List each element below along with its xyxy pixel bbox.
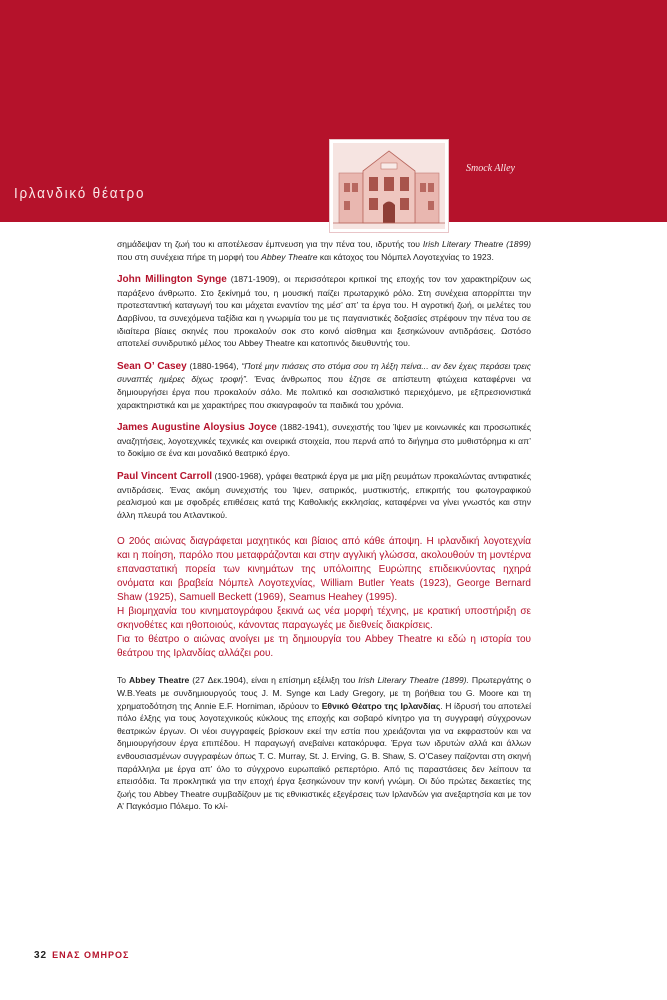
author-name: Sean O’ Casey: [117, 360, 187, 372]
callout-paragraph: Για το θέατρο ο αιώνας ανοίγει με τη δημιουργία του Abbey Theatre κι εδώ η ιστορία του θεάτρου της Ιρλανδίας αλλάζει ρου.: [117, 633, 531, 659]
photo-caption: Smock Alley: [466, 163, 515, 174]
theatre-facade-drawing: [333, 143, 445, 229]
article-body: [117, 238, 531, 823]
page-footer: [34, 950, 129, 961]
author-name: John Millington Synge: [117, 274, 227, 286]
intro-paragraph: σημάδεψαν τη ζωή του κι αποτέλεσαν έμπνευση για την πένα του, ιδρυτής του Irish Literary Theatre (1899) που στη συνέχεια πήρε τη μορφή του Abbey Theatre και κάτοχος του Νόμπελ Λογοτεχνίας το 1923.: [117, 239, 531, 262]
author-name: Paul Vincent Carroll: [117, 470, 213, 482]
section-title: Ιρλανδικό θέατρο: [14, 185, 146, 202]
publication-name: ΕΝΑΣ ΟΜΗΡΟΣ: [52, 950, 130, 960]
ocasey-quote: “Ποτέ μην πιάσεις στο στόμα σου τη λέξη πείνα... αν δεν έχεις περάσει τρεις συναπτές ημέρες δίχως τροφή”.: [117, 360, 531, 385]
author-name: James Augustine Aloysius Joyce: [117, 422, 277, 434]
smock-alley-photo: [330, 140, 448, 232]
abbey-paragraph: Το Abbey Theatre (27 Δεκ.1904), είναι η επίσημη εξέλιξη του Irish Literary Theatre (1899). Πρωτεργάτης ο W.B.Yeats με συνδημιουργούς τους J. M. Synge και Lady Gregory, με τη βοήθεια του G. Moore και τη χρηματοδότηση της Annie E.F. Horniman, ιδρύουν το Εθνικό Θέατρο της Ιρλανδίας. Η ίδρυσή του αποτελεί πόλο έλξης για τους λογοτεχνικούς κύκλους της εποχής και σοβαρό κίνητρο για τη συγγραφή σύγχρονων θεατρικών έργων. Οι νέοι συγγραφείς βρίσκουν εκεί την εστία που χρειάζονται για να εκφραστούν και να δημιουργήσουν έργα επιπέδου. Η παραγωγή ανεβαίνει κατακόρυφα. Έργα των ιδρυτών αλλά και άλλων ενθουσιασμένων συγγραφέων όπως T. C. Murray, St. J. Erving, G. B. Shaw, S. O’Casey παίζονται στη σκηνή παράλληλα με έργα απ’ όλο το σύγχρονο ευρωπαϊκό ρεπερτόριο. Από τις παραστάσεις δεν λείπουν τα επεισόδια. Τα προκλητικά για την εποχή έργα ξεσηκώνουν την κοινή γνώμη. Οι δύο πρώτες δεκαετίες της ζωής του Abbey Theatre συμβαδίζουν με τις εθνικιστικές εξεγέρσεις των Ιρλανδών για ανεξαρτησία και με τον Α’ Παγκόσμιο Πόλεμο. Το κλί-: [117, 675, 531, 812]
callout-paragraph: Ο 20ός αιώνας διαγράφεται μαχητικός και βίαιος από κάθε άποψη. Η ιρλανδική λογοτεχνία και η ποίηση, παρόλο που μεταφράζονται και στην αγγλική γλώσσα, ακολουθούν τη μοντέρνα επαναστατική πορεία των κινημάτων της υπόλοιπης Ευρώπης επιδεικνύοντας ηχηρά ονόματα και βραβεία Νόμπελ Λογοτεχνίας, William Butler Yeats (1923), George Bernard Shaw (1925), Samuell Beckett (1969), Seamus Heahey (1995).: [117, 536, 531, 603]
synge-paragraph: John Millington Synge (1871-1909), οι περισσότεροι κριτικοί της εποχής τον τον χαρακτηρίζουν ως παράξενο άνθρωπο. Στο ξεκίνημά του, η μουσική παίζει πρωταρχικό ρόλο. Στη συνέχεια απορρίπτει την προτεσταντική καταγωγή του και μάχεται εναντίον της μέσ’ απ’ τα έργα του. Η αγροτική ζωή, οι μελέτες του Δαρβίνου, τα συνεχόμενα ταξίδια και η γνωριμία του με τις παγανιστικές δοξασίες στρέφουν την πένα του σε ιδιαίτερα βίαιες σκηνές που προκαλούν σοκ στο κοινό αίσθημα και ξεσηκώνουν αντιδράσεις. Ωστόσο αποτελεί συνιδρυτικό μέλος του Abbey Theatre και κατοπινός διευθυντής του.: [117, 274, 531, 349]
joyce-paragraph: James Augustine Aloysius Joyce (1882-1941), συνεχιστής του Ίψεν με κοινωνικές και προσωπικές αναζητήσεις, λογοτεχνικές τεχνικές και ονειρικά στοιχεία, που περνά από το διήγημα στο μυθιστόρημα κι απ’ το δοκίμιο σε ένα και μοναδικό θεατρικό έργο.: [117, 422, 531, 459]
callout-paragraph: Η βιομηχανία του κινηματογράφου ξεκινά ως νέα μορφή τέχνης, με κρατική υποστήριξη σε σκηνοθέτες και ηθοποιούς, κάνοντας παραγωγές με διεθνείς διακρίσεις.: [117, 605, 531, 631]
carroll-paragraph: Paul Vincent Carroll (1900-1968), γράφει θεατρικά έργα με μια μίξη ρευμάτων προκαλώντας αντιφατικές αντιδράσεις. Ένας ακόμη συνεχιστής του Ίψεν, σατιρικός, μυστικιστής, επικριτής του φωτογραφικού ρεαλισμού και με σφοδρές επιθέσεις κατά της Καθολικής εκκλησίας, καταφέρνει να γίνει γνωστός και στην άλλη πλευρά του Ατλαντικού.: [117, 470, 532, 520]
ocasey-paragraph: Sean O’ Casey (1880-1964), “Ποτέ μην πιάσεις στο στόμα σου τη λέξη πείνα... αν δεν έχεις περάσει τρεις συναπτές ημέρες δίχως τροφή”. Ένας άνθρωπος που έζησε σε απίστευτη φτώχεια καταφέρνει να δημιουργήσει έργα που προκαλούν σάλο. Με πολιτικό και σοσιαλιστικό περιεχόμενο, με εξπρεσιονιστικά χαρακτηριστικά και με χαρακτήρες που σκιαγραφούν τα παιδικά του χρόνια.: [117, 360, 531, 410]
highlight-callout: [117, 535, 531, 660]
page-number: 32: [34, 950, 48, 961]
